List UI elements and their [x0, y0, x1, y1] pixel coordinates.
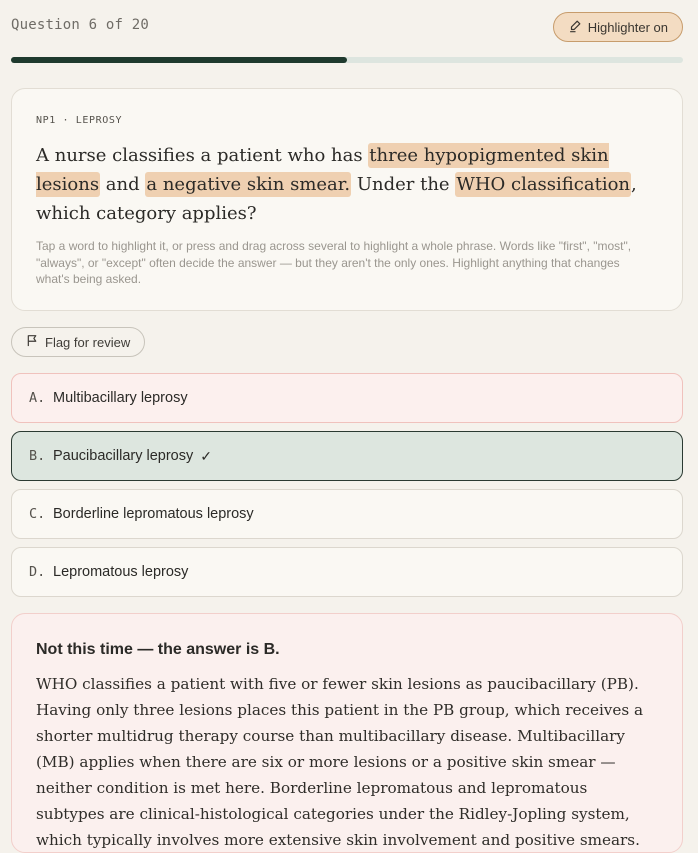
option-c[interactable]: [11, 489, 683, 539]
progress-bar: [11, 57, 683, 63]
stem-text[interactable]: and: [100, 174, 146, 195]
highlighted-phrase[interactable]: three hypopigmented skin lesions: [36, 145, 609, 195]
topic-tag: NP1 · LEPROSY: [36, 115, 123, 126]
option-letter: D.: [29, 564, 46, 580]
highlighted-phrase[interactable]: WHO classification: [456, 174, 631, 195]
option-letter: A.: [29, 390, 46, 406]
highlighter-toggle-button[interactable]: [553, 12, 683, 42]
flag-for-review-button[interactable]: [11, 327, 145, 357]
highlight-hint: Tap a word to highlight it, or press and drag across several to highlight a whole phrase. Words like "first", "most", "always", or "except" often decide the answer — but they aren't the only ones. Highlight anything that changes what's being asked.: [36, 239, 632, 286]
question-stem[interactable]: [36, 141, 662, 228]
highlighter-icon: [568, 19, 582, 36]
progress-fill: [11, 57, 347, 63]
flag-label: Flag for review: [45, 334, 131, 350]
option-label: Paucibacillary leprosy: [53, 448, 194, 464]
option-letter: B.: [29, 448, 46, 464]
option-letter: C.: [29, 506, 46, 522]
feedback-panel: [11, 613, 683, 853]
highlighted-phrase[interactable]: a negative skin smear.: [146, 174, 351, 195]
top-bar: [11, 11, 683, 43]
option-label: Lepromatous leprosy: [53, 564, 189, 580]
highlighter-label: Highlighter on: [587, 19, 668, 35]
option-b[interactable]: [11, 431, 683, 481]
feedback-explanation: WHO classifies a patient with five or fewer skin lesions as paucibacillary (PB). Having only three lesions places this patient in the PB group, which receives a shorter multidrug therapy course than multibacillary disease. Multibacillary (MB) applies when there are six or more lesions or a positive skin smear — neither condition is met here. Borderline lepromatous and lepromatous subtypes are clinical-histological categories under the Ridley-Jopling system, which typically involves more extensive skin involvement and positive smears.: [36, 675, 644, 849]
option-label: Borderline lepromatous leprosy: [53, 506, 254, 522]
option-d[interactable]: [11, 547, 683, 597]
option-label: Multibacillary leprosy: [53, 390, 188, 406]
stem-text[interactable]: A nurse classifies a patient who has: [36, 145, 369, 166]
option-a[interactable]: [11, 373, 683, 423]
check-icon: ✓: [200, 447, 212, 464]
question-card: [11, 88, 683, 311]
flag-icon: [26, 334, 39, 350]
stem-text[interactable]: , which category applies?: [36, 174, 637, 224]
feedback-title: Not this time — the answer is B.: [36, 641, 280, 658]
stem-text[interactable]: Under the: [351, 174, 456, 195]
question-counter: Question 6 of 20: [11, 17, 150, 33]
